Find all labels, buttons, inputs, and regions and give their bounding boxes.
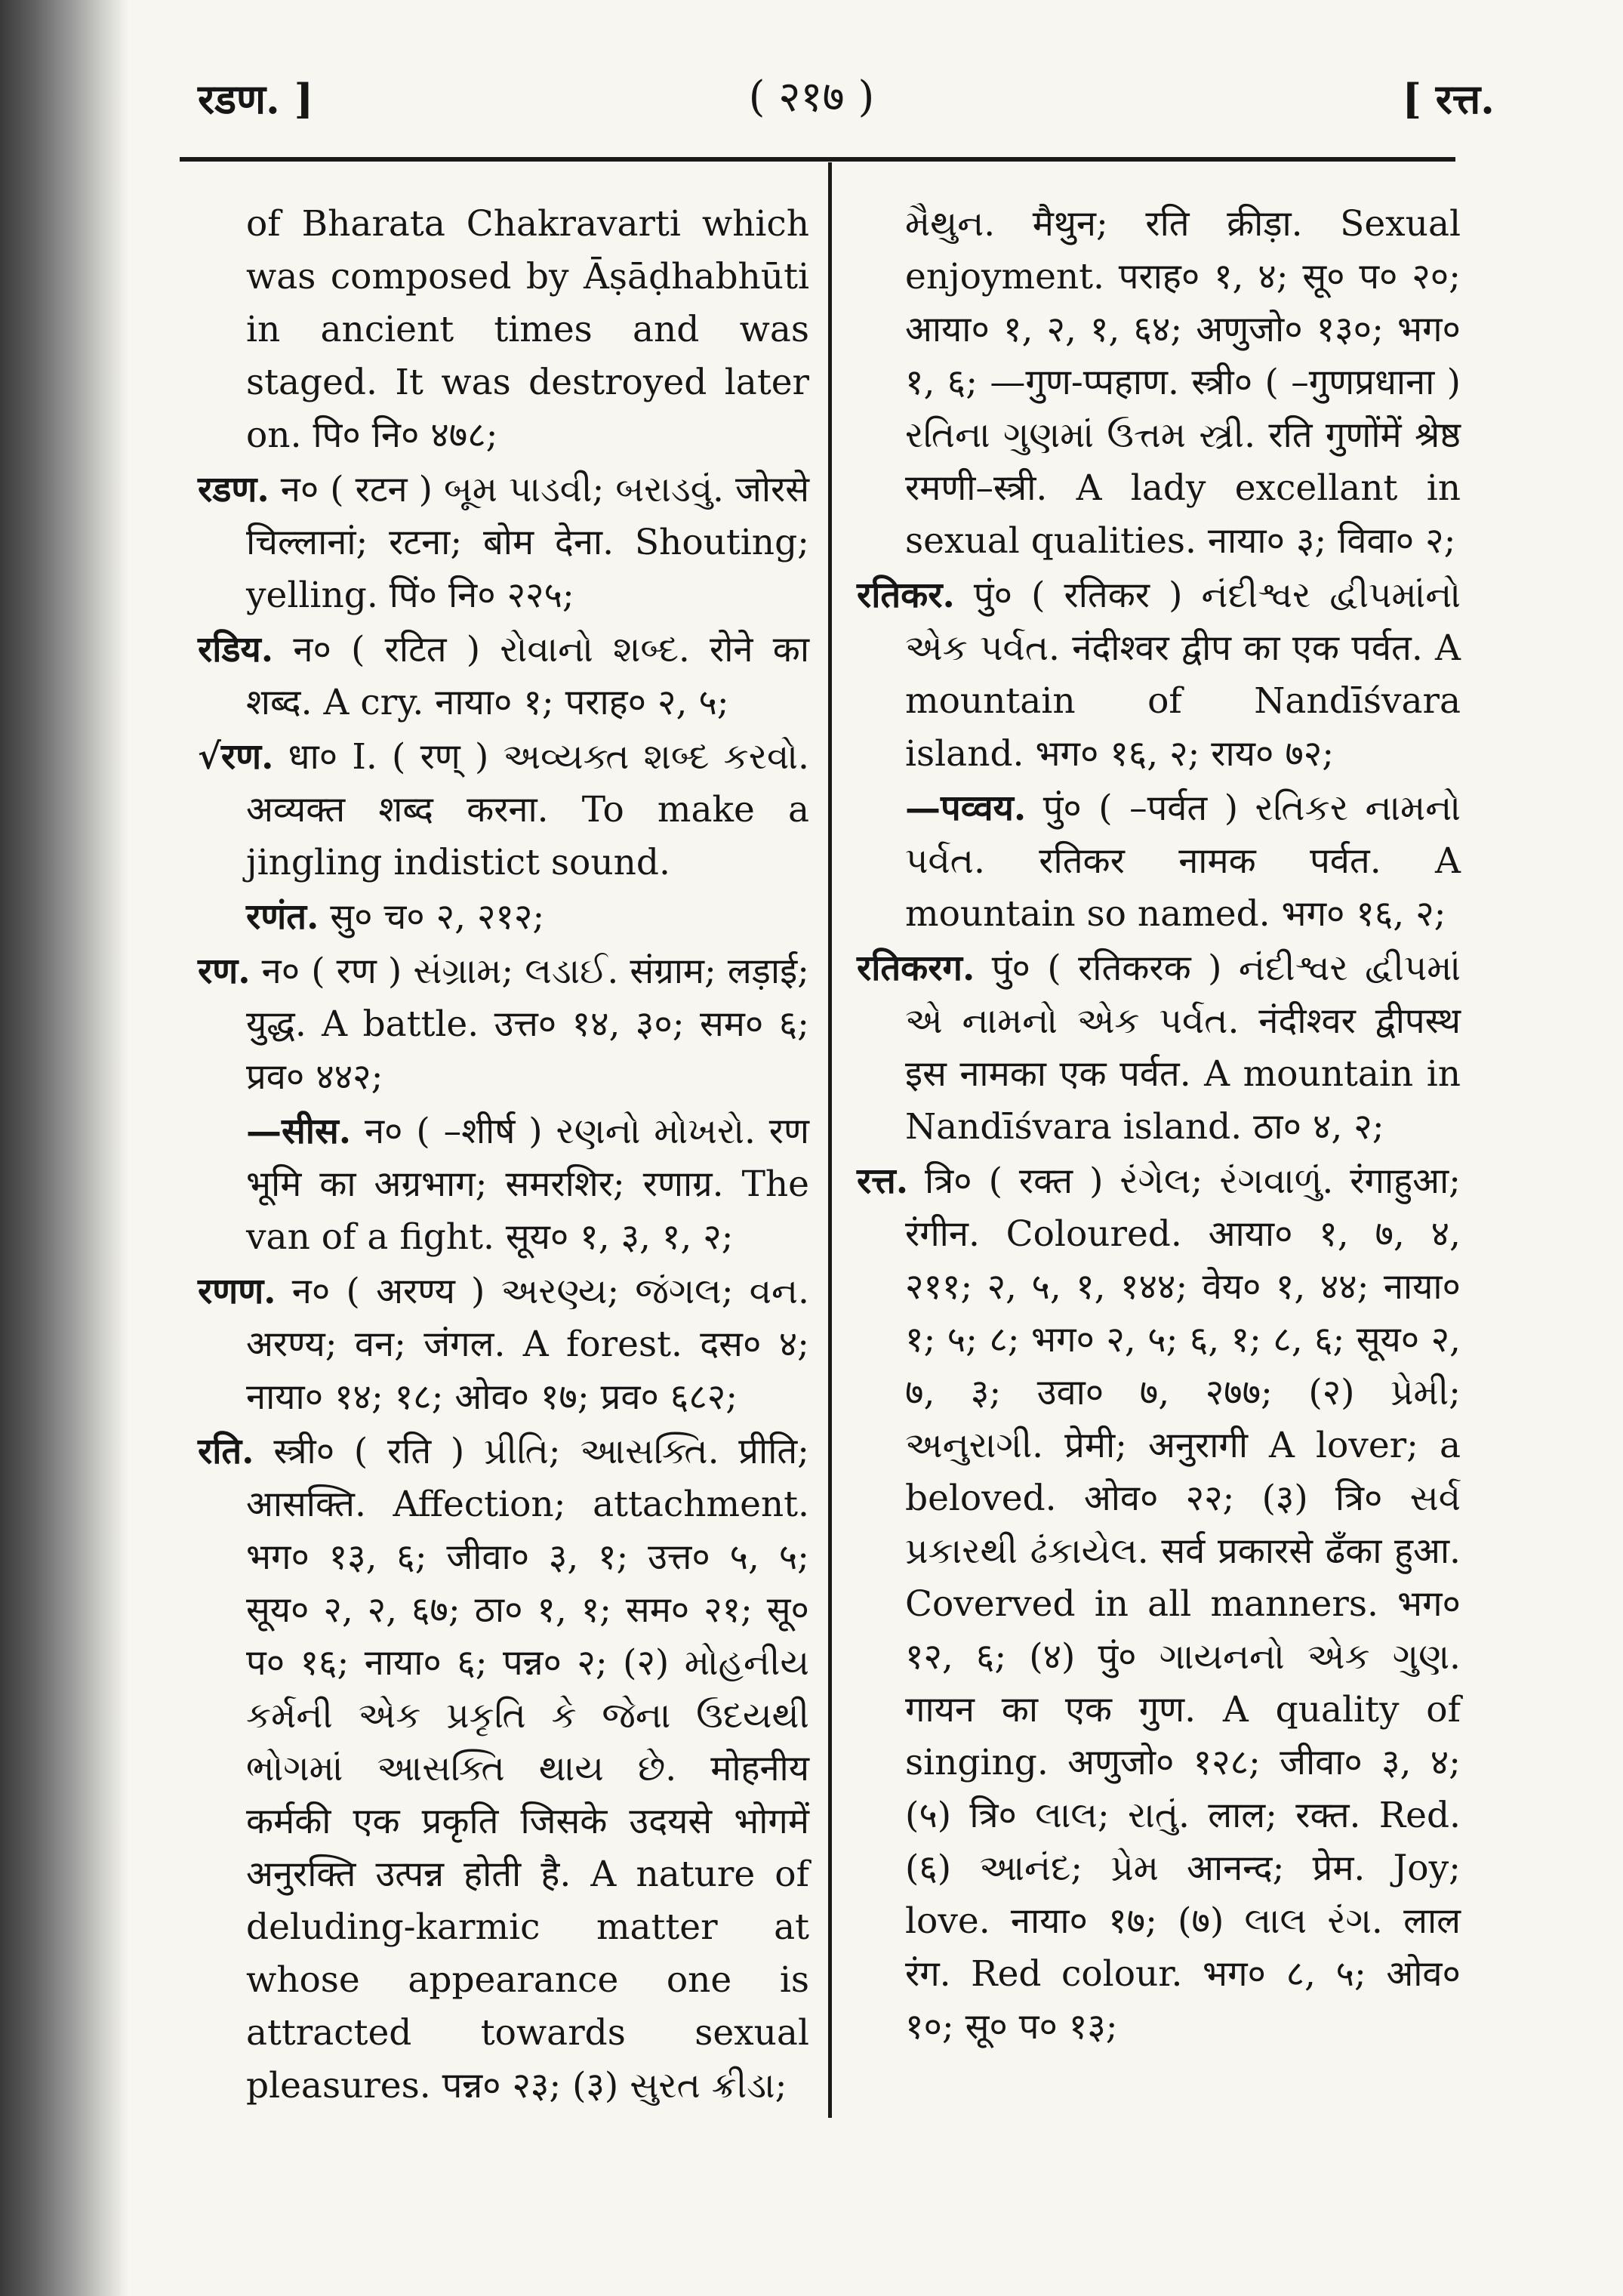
entry-headword: रणंत. bbox=[246, 896, 319, 938]
dictionary-entry bbox=[198, 1265, 809, 1424]
dictionary-entry bbox=[857, 782, 1461, 941]
right-column bbox=[857, 198, 1461, 2055]
entry-definition: મૈથુન. मैथुन; रति क्रीड़ा. Sexual enjoyment. पराह० १, ४; सू० प० २०; आया० १, २, १, ६४; अणुजो० १३०; भग० १, ६; —गुण-प्पहाण. स्त्री० ( –गुणप्रधाना ) રતિના ગુણમાં ઉત્તમ સ્ત્રી. रति गुणोंमें श्रेष्ठ रमणी–स्त्री. A lady excellant in sexual qualities. नाया० ३; विवा० २; bbox=[905, 203, 1461, 562]
entry-definition: पुं० ( रतिकर ) નંદીશ્વર દ્વીપમાંનો એક પર્વત. नंदीश्वर द्वीप का एक पर्वत. A mountain of Nandīśvara island. भग० १६, २; राय० ७२; bbox=[905, 575, 1461, 775]
entry-headword: रतिकरग. bbox=[857, 948, 975, 989]
entry-headword: रति. bbox=[198, 1431, 254, 1472]
entry-headword: —सीस. bbox=[246, 1111, 352, 1152]
entry-headword: रतिकर. bbox=[857, 575, 955, 616]
entry-definition: न० ( रटित ) રોવાનો શબ્દ. रोने का शब्द. A cry. नाया० १; पराह० २, ५; bbox=[246, 629, 809, 723]
entry-headword: रण. bbox=[198, 951, 251, 992]
entry-definition: धा० I. ( रण् ) અવ્યક્ત શબ્દ કરવો. अव्यक्त शब्द करना. To make a jingling indistict sound. bbox=[246, 736, 809, 883]
dictionary-entry bbox=[857, 942, 1461, 1154]
binding-shadow bbox=[0, 0, 128, 2296]
header-right-guideword: [ रत्त. bbox=[1402, 75, 1495, 123]
entry-headword: रत्त. bbox=[857, 1160, 909, 1202]
dictionary-entry bbox=[857, 198, 1461, 568]
header-left-guideword: रडण. ] bbox=[198, 75, 314, 123]
entry-definition: पुं० ( –पर्वत ) રતિકર નામનો પર્વત. रतिकर नामक पर्वत. A mountain so named. भग० १६, २; bbox=[905, 787, 1461, 935]
entry-definition: स्त्री० ( रति ) પ્રીતિ; આસક્તિ. प्रीति; आसक्ति. Affection; attachment. भग० १३, ६; जीवा० ३, १; उत्त० ५, ५; सूय० २, २, ६७; ठा० १, १; सम० २१; सू० प० १६; नाया० ६; पन्न० २; (२) મોહનીય કર્મની એક પ્રકૃતિ કે જેના ઉદયથી ભોગમાં આસક્તિ થાય છે. मोहनीय कर्मकी एक प्रकृति जिसके उदयसे भोगमें अनुरक्ति उत्पन्न होती है. A nature of deluding-karmic matter at whose appearance one is attracted towards sexual pleasures. पन्न० २३; (३) સુરત ક્રીડા; bbox=[246, 1431, 809, 2106]
entry-headword: रडण. bbox=[198, 469, 269, 510]
entry-definition: न० ( अरण्य ) અરણ્ય; જંગલ; વન. अरण्य; वन; जंगल. A forest. दस० ४; नाया० १४; १८; ओव० १७; प्रव० ६८२; bbox=[246, 1271, 809, 1418]
dictionary-entry bbox=[198, 731, 809, 889]
entry-definition: न० ( रटन ) બૂમ પાડવી; બરાડવું. जोरसे चिल्लानां; रटना; बोम देना. Shouting; yelling. पिं० नि० २२५; bbox=[246, 469, 809, 616]
dictionary-entry bbox=[198, 464, 809, 622]
entry-definition: पुं० ( रतिकरक ) નંદીશ્વર દ્વીપમાં એ નામનો એક પર્વત. नंदीश्वर द्वीपस्थ इस नामका एक पर्वत. A mountain in Nandīśvara island. ठा० ४, २; bbox=[905, 948, 1461, 1148]
entry-headword: रण. bbox=[220, 736, 274, 778]
entry-headword: रणण. bbox=[198, 1271, 276, 1312]
dictionary-entry bbox=[198, 891, 809, 944]
page-number: ( २१७ ) bbox=[748, 72, 875, 122]
header-rule bbox=[180, 157, 1455, 162]
left-column bbox=[198, 198, 809, 2114]
entry-headword: रडिय. bbox=[198, 629, 274, 670]
entry-definition: न० ( रण ) સંગ્રામ; લડાઈ. संग्राम; लड़ाई; युद्ध. A battle. उत्त० १४, ३०; सम० ६; प्रव० ४४२; bbox=[246, 951, 809, 1098]
entry-definition: of Bharata Chakravarti which was composed by Āṣāḍhabhūti in ancient times and was staged. It was destroyed later on. पि० नि० ४७८; bbox=[246, 203, 809, 456]
dictionary-entry bbox=[198, 945, 809, 1104]
column-divider bbox=[828, 162, 832, 2118]
entry-headword: —पव्वय. bbox=[905, 787, 1027, 829]
dictionary-entry bbox=[857, 569, 1461, 781]
dictionary-entry bbox=[198, 1105, 809, 1264]
entry-definition: न० ( –शीर्ष ) રણનો મોખરો. रण भूमि का अग्रभाग; समरशिर; रणाग्र. The van of a fight. सूय० १, ३, १, २; bbox=[246, 1111, 809, 1258]
dictionary-entry bbox=[857, 1155, 1461, 2054]
dictionary-entry bbox=[198, 198, 809, 462]
dictionary-entry bbox=[198, 624, 809, 729]
entry-definition: सु० च० २, २१२; bbox=[319, 896, 545, 938]
root-mark: √ bbox=[198, 736, 221, 778]
dictionary-entry bbox=[198, 1425, 809, 2113]
entry-definition: त्रि० ( रक्त ) રંગેલ; રંગવાળું. रंगाहुआ; रंगीन. Coloured. आया० १, ७, ४, २११; २, ५, १, १४४; वेय० १, ४४; नाया० १; ५; ८; भग० २, ५; ६, १; ८, ६; सूय० २, ७, ३; उवा० ७, २७७; (२) પ્રેમી; અનુરાગી. प्रेमी; अनुरागी A lover; a beloved. ओव० २२; (३) त्रि० સર્વ પ્રકારથી ઢંકાયેલ. सर्व प्रकारसे ढँका हुआ. Coverved in all manners. भग० १२, ६; (४) पुं० ગાયનનો એક ગુણ. गायन का एक गुण. A quality of singing. अणुजो० १२८; जीवा० ३, ४; (५) त्रि० લાલ; રાતું. लाल; रक्त. Red. (६) આનંદ; પ્રેમ आनन्द; प्रेम. Joy; love. नाया० १७; (७) લાલ રંગ. लाल रंग. Red colour. भग० ८, ५; ओव० १०; सू० प० १३; bbox=[905, 1160, 1461, 2048]
